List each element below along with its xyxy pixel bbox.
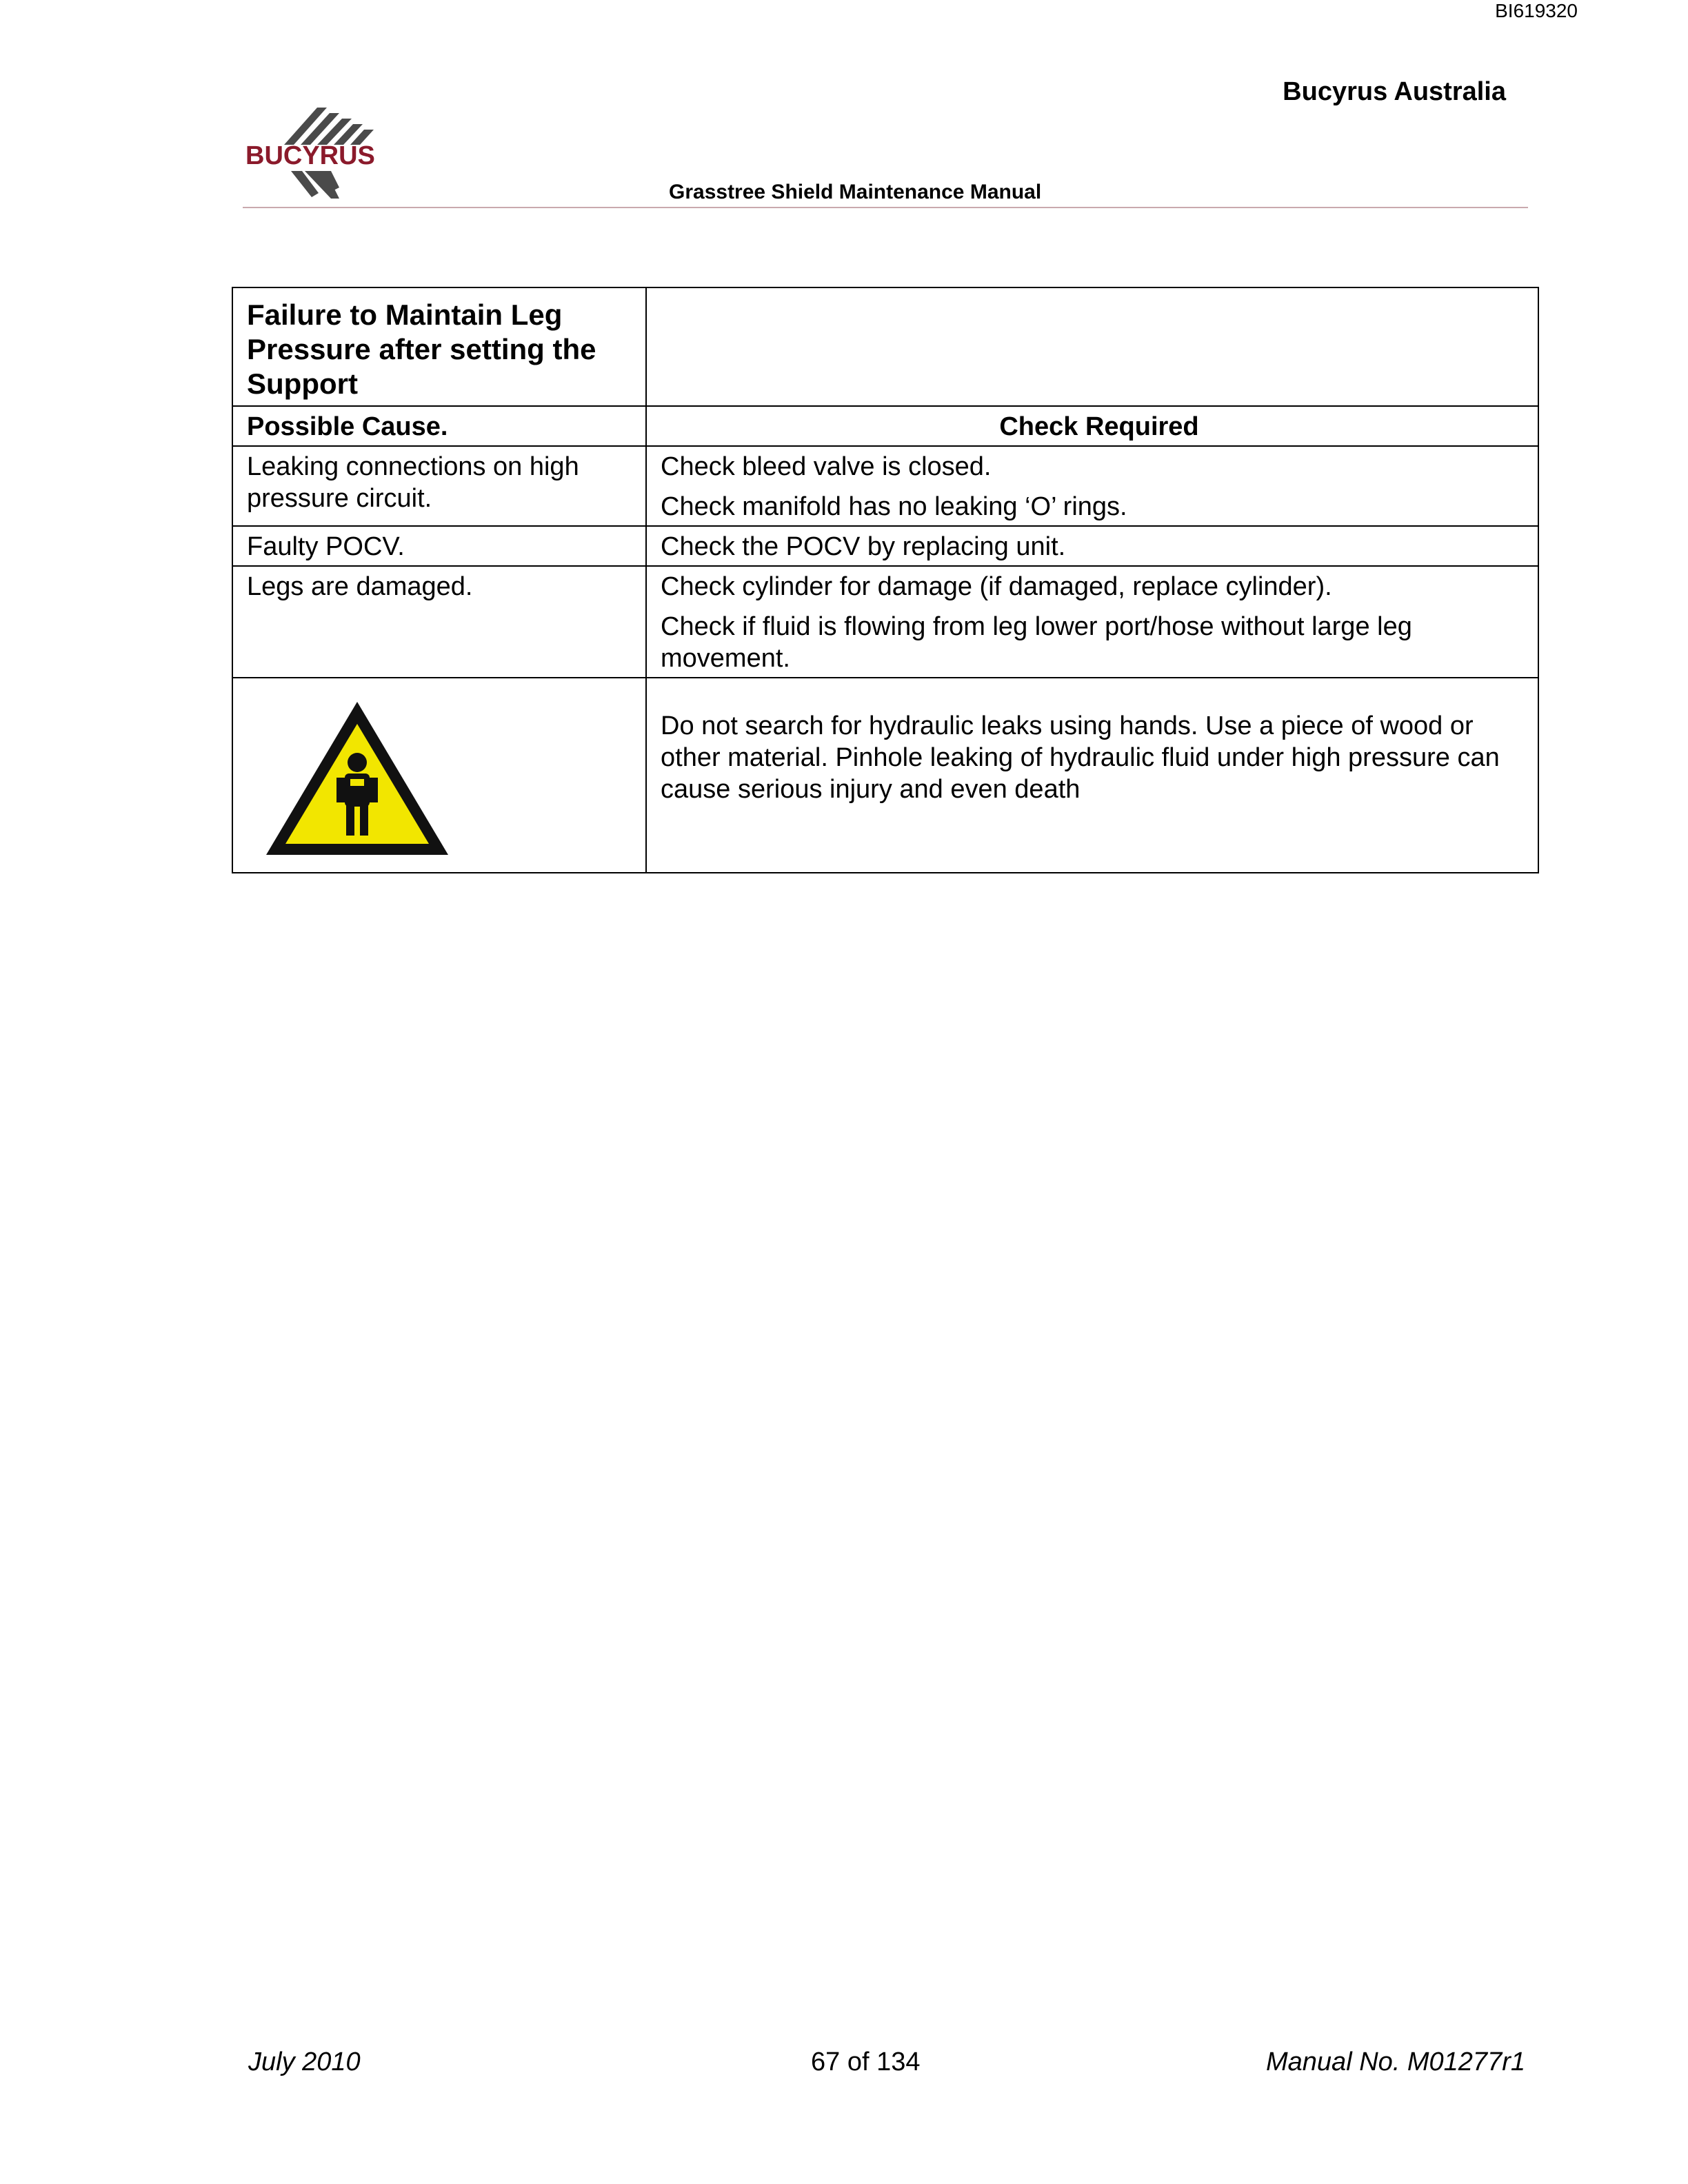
company-name: Bucyrus Australia: [1283, 77, 1506, 106]
table-header-row: [232, 406, 1538, 446]
check-item: Check if fluid is flowing from leg lower port/hose without large leg movement.: [661, 612, 1412, 673]
document-id: BI619320: [1495, 0, 1578, 21]
table-row: [232, 446, 1538, 526]
cause-cell: Legs are damaged.: [232, 566, 646, 678]
check-item: Check manifold has no leaking ‘O’ rings.: [661, 492, 1127, 521]
header-divider: [243, 207, 1528, 208]
footer-page-number: 67 of 134: [811, 2048, 921, 2076]
footer-date: July 2010: [248, 2048, 361, 2076]
svg-text:BUCYRUS: BUCYRUS: [245, 141, 375, 170]
check-item: Check cylinder for damage (if damaged, replace cylinder).: [661, 572, 1332, 601]
table-title-row: [232, 287, 1538, 406]
warning-row: [232, 678, 1538, 873]
check-cell: [646, 526, 1538, 566]
check-cell: [646, 446, 1538, 526]
column-header-check: Check Required: [646, 406, 1538, 446]
footer-manual-number: Manual No. M01277r1: [1266, 2048, 1525, 2076]
warning-text: Do not search for hydraulic leaks using hands. Use a piece of wood or other material. Pinhole leaking of hydraulic fluid under high pressure can cause serious injury and even death: [646, 678, 1538, 873]
table-row: [232, 526, 1538, 566]
troubleshooting-table: [232, 287, 1539, 873]
column-header-cause: Possible Cause.: [232, 406, 646, 446]
manual-title: Grasstree Shield Maintenance Manual: [669, 181, 1042, 203]
cause-cell: Faulty POCV.: [232, 526, 646, 566]
table-title-empty-cell: [646, 287, 1538, 406]
check-item: Check the POCV by replacing unit.: [661, 532, 1066, 561]
check-cell: [646, 566, 1538, 678]
table-title: Failure to Maintain Leg Pressure after setting the Support: [232, 287, 646, 406]
warning-icon-cell: [232, 678, 646, 873]
cause-cell: Leaking connections on high pressure circuit.: [232, 446, 646, 526]
check-item: Check bleed valve is closed.: [661, 452, 992, 481]
bucyrus-logo: [243, 103, 401, 207]
hazard-warning-icon: [261, 696, 632, 869]
table-row: [232, 566, 1538, 678]
